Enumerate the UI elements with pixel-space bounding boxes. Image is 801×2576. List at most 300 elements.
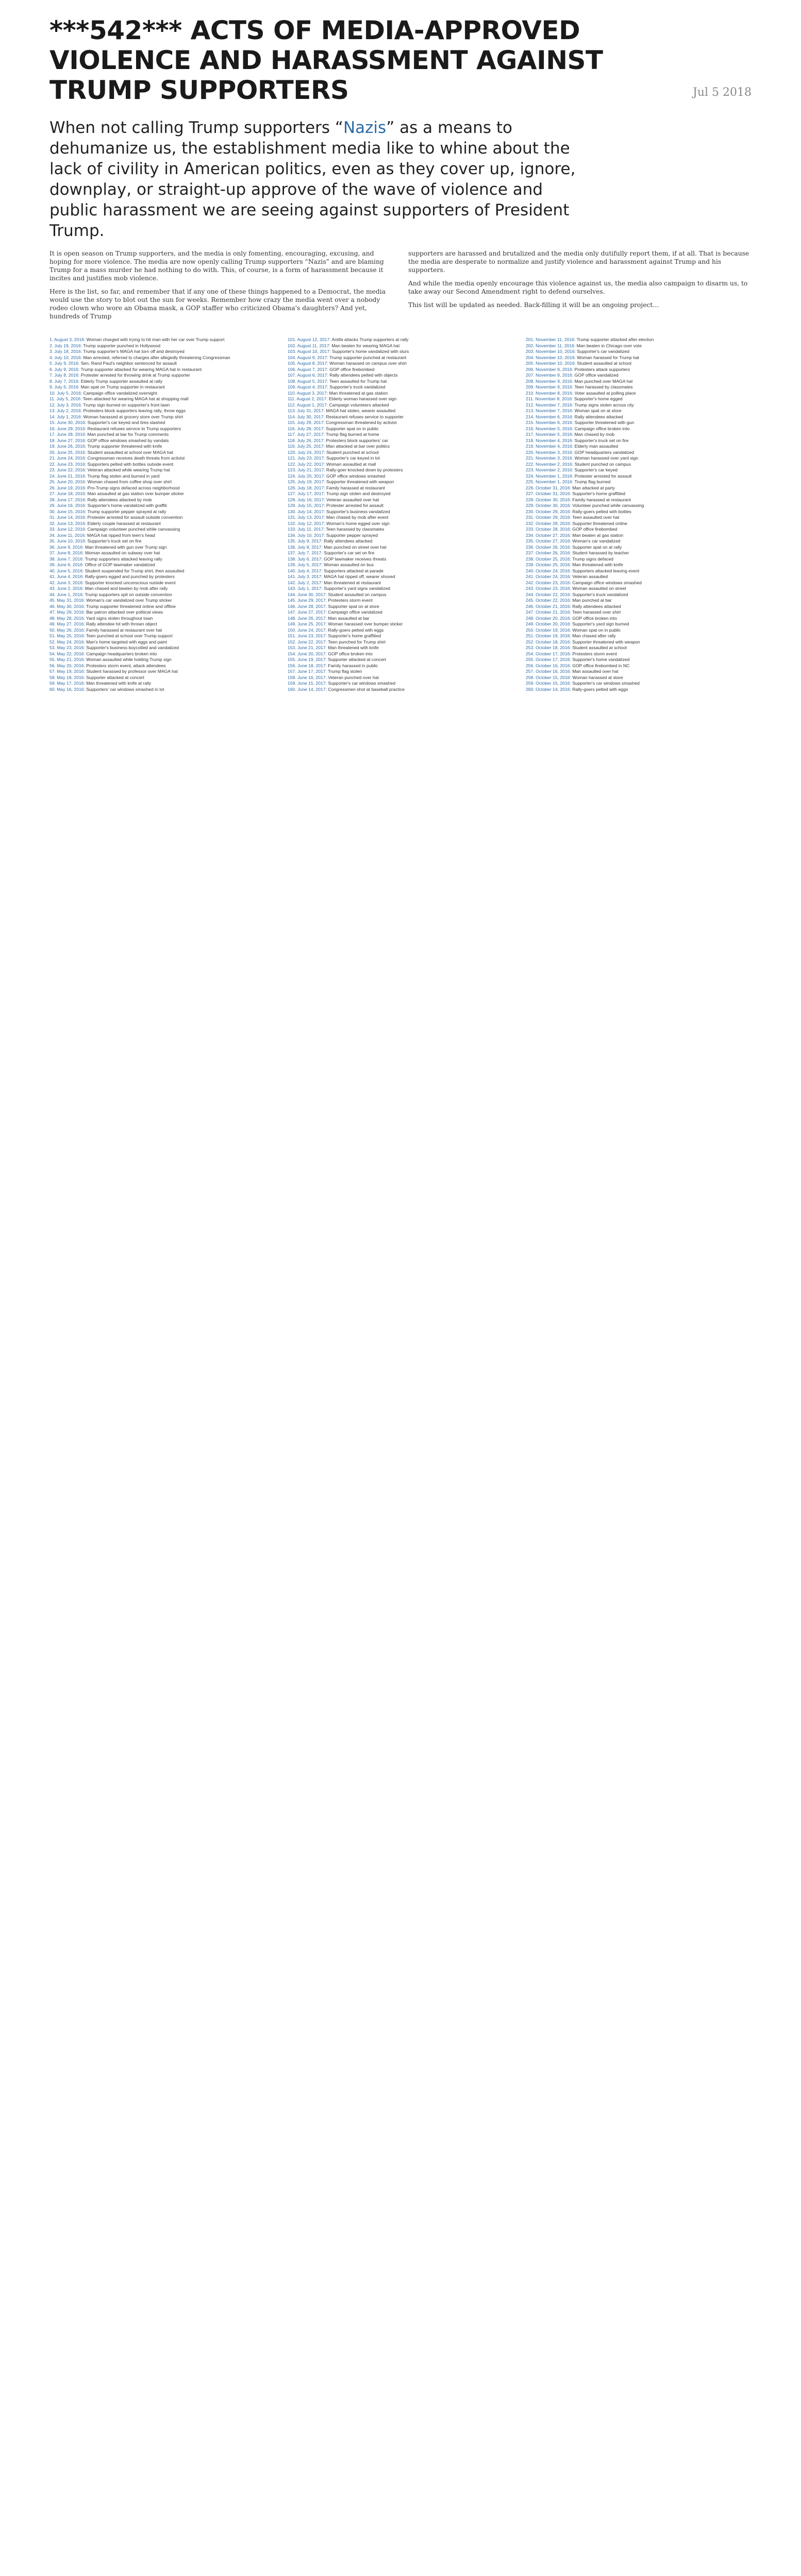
incident-date-link[interactable]: 252. October 18, 2016:	[526, 639, 573, 645]
list-item	[526, 621, 752, 628]
incident-date-link[interactable]: 124. July 20, 2017:	[288, 473, 327, 479]
list-item	[526, 645, 752, 651]
incident-date-link[interactable]: 152. June 22, 2017:	[288, 639, 328, 645]
incident-description: Man assaulted at bar	[328, 615, 370, 621]
incident-description: Supporter's yard sign burned	[572, 621, 629, 626]
list-item	[288, 639, 513, 646]
incident-date-link[interactable]: 216. November 5, 2016:	[526, 426, 575, 431]
incident-date-link[interactable]: 9. July 6, 2016:	[49, 384, 81, 389]
incident-column-1	[49, 337, 275, 692]
incident-date-link[interactable]: 47. May 29, 2016:	[49, 609, 87, 615]
incident-date-link[interactable]: 35. June 10, 2016:	[49, 538, 88, 544]
incident-description: Protester arrested for assault	[574, 473, 632, 479]
incident-date-link[interactable]: 156. June 18, 2017:	[288, 663, 328, 668]
incident-description: Man beaten for wearing MAGA hat	[331, 343, 400, 348]
incident-date-link[interactable]: 241. October 24, 2016:	[526, 574, 573, 579]
incident-date-link[interactable]: 204. November 10, 2016:	[526, 354, 577, 360]
incident-date-link[interactable]: 42. June 3, 2016:	[49, 580, 85, 585]
incident-description: Man chased by mob	[574, 432, 614, 437]
incident-date-link[interactable]: 111. August 2, 2017:	[288, 396, 329, 401]
incident-description: Woman assaulted at mall	[326, 461, 376, 467]
incident-date-link[interactable]: 17. June 28, 2016:	[49, 432, 88, 437]
incident-date-link[interactable]: 246. October 21, 2016:	[526, 603, 573, 609]
list-item	[288, 556, 513, 563]
list-item	[49, 455, 275, 462]
incident-description: Trump supporter punched in Hollywood	[83, 343, 160, 348]
incident-date-link[interactable]: 242. October 23, 2016:	[526, 580, 573, 585]
incident-description: Yard signs stolen throughout town	[86, 615, 153, 621]
list-item	[526, 384, 752, 391]
incident-date-link[interactable]: 57. May 19, 2016:	[49, 669, 87, 674]
incident-date-link[interactable]: 215. November 6, 2016:	[526, 420, 575, 425]
incident-description: Supporter's truck vandalized	[572, 591, 628, 597]
incident-date-link[interactable]: 31. June 14, 2016:	[49, 515, 88, 520]
incident-date-link[interactable]: 125. July 19, 2017:	[288, 479, 327, 484]
incident-date-link[interactable]: 109. August 4, 2017:	[288, 384, 330, 389]
incident-description: Man beaten at gas station	[572, 532, 624, 538]
incident-date-link[interactable]: 28. June 17, 2016:	[49, 497, 88, 502]
incident-date-link[interactable]: 115. July 29, 2017:	[288, 420, 326, 425]
incident-date-link[interactable]: 146. June 28, 2017:	[288, 603, 328, 609]
list-item	[288, 396, 513, 402]
list-item	[526, 438, 752, 444]
list-item	[526, 550, 752, 556]
incident-date-link[interactable]: 258. October 15, 2016:	[526, 674, 573, 680]
incident-description: Elderly couple harassed at restaurant	[87, 520, 161, 526]
incident-date-link[interactable]: 18. June 27, 2016:	[49, 437, 88, 443]
incident-date-link[interactable]: 103. August 10, 2017:	[288, 349, 332, 354]
incident-date-link[interactable]: 259. October 15, 2016:	[526, 681, 573, 686]
incident-description: Supporter's truck vandalized	[329, 384, 386, 389]
incident-date-link[interactable]: 13. July 2, 2016:	[49, 408, 84, 413]
list-item	[288, 432, 513, 438]
incident-date-link[interactable]: 130. July 14, 2017:	[288, 509, 327, 514]
incident-date-link[interactable]: 224. November 1, 2016:	[526, 473, 575, 479]
incident-date-link[interactable]: 232. October 28, 2016:	[526, 520, 573, 526]
incident-description: Restaurant refuses service to supporter	[326, 414, 404, 419]
list-item	[526, 527, 752, 533]
incident-date-link[interactable]: 210. November 8, 2016:	[526, 390, 575, 396]
incident-date-link[interactable]: 201. November 11, 2016:	[526, 337, 577, 342]
list-item	[288, 361, 513, 367]
nazis-link[interactable]: Nazis	[343, 118, 387, 137]
incident-date-link[interactable]: 219. November 4, 2016:	[526, 444, 575, 449]
incident-date-link[interactable]: 229. October 30, 2016:	[526, 503, 573, 508]
incident-date-link[interactable]: 121. July 23, 2017:	[288, 455, 327, 461]
incident-date-link[interactable]: 15. June 30, 2016:	[49, 420, 88, 425]
incident-date-link[interactable]: 59. May 17, 2016:	[49, 681, 87, 686]
incident-date-link[interactable]: 143. July 1, 2017:	[288, 586, 324, 591]
incident-date-link[interactable]: 119. July 25, 2017:	[288, 444, 326, 449]
incident-date-link[interactable]: 26. June 19, 2016:	[49, 485, 88, 490]
incident-date-link[interactable]: 23. June 22, 2016:	[49, 467, 88, 472]
incident-date-link[interactable]: 247. October 21, 2016:	[526, 609, 573, 615]
incident-description: Student assaulted on campus	[328, 591, 387, 597]
incident-date-link[interactable]: 248. October 20, 2016:	[526, 615, 573, 621]
incident-date-link[interactable]: 114. July 30, 2017:	[288, 414, 326, 419]
incident-date-link[interactable]: 55. May 21, 2016:	[49, 657, 87, 662]
list-item	[526, 432, 752, 438]
list-item	[49, 609, 275, 616]
incident-date-link[interactable]: 54. May 22, 2016:	[49, 651, 87, 656]
incident-date-link[interactable]: 150. June 24, 2017:	[288, 627, 328, 633]
incident-date-link[interactable]: 108. August 5, 2017:	[288, 378, 330, 384]
incident-date-link[interactable]: 2. July 19, 2016:	[49, 343, 84, 348]
incident-date-link[interactable]: 208. November 9, 2016:	[526, 378, 575, 384]
incident-date-link[interactable]: 257. October 16, 2016:	[526, 669, 573, 674]
incident-date-link[interactable]: 113. July 31, 2017:	[288, 408, 326, 413]
list-item	[526, 414, 752, 420]
incident-date-link[interactable]: 138. July 6, 2017:	[288, 556, 324, 562]
incident-description: Protester arrested for assault outside convention	[87, 515, 183, 520]
incident-date-link[interactable]: 240. October 24, 2016:	[526, 568, 573, 573]
incident-date-link[interactable]: 237. October 26, 2016:	[526, 550, 573, 555]
incident-date-link[interactable]: 205. November 10, 2016:	[526, 361, 577, 366]
incident-date-link[interactable]: 117. July 27, 2017:	[288, 432, 326, 437]
incident-date-link[interactable]: 33. June 12, 2016:	[49, 527, 88, 532]
list-item	[526, 355, 752, 361]
list-item	[288, 384, 513, 391]
incident-date-link[interactable]: 58. May 18, 2016:	[49, 674, 87, 680]
incident-date-link[interactable]: 145. June 29, 2017:	[288, 598, 328, 603]
incident-date-link[interactable]: 139. July 5, 2017:	[288, 562, 324, 567]
incident-date-link[interactable]: 105. August 8, 2017:	[288, 361, 330, 366]
list-item	[288, 438, 513, 444]
incident-date-link[interactable]: 22. June 23, 2016:	[49, 461, 88, 467]
list-item	[526, 473, 752, 480]
incident-date-link[interactable]: 238. October 25, 2016:	[526, 556, 573, 562]
intro-paragraph: Here is the list, so far, and remember that if any one of these things happened to a Democrat, the media would use the story to blot out the sun for weeks. Remember how crazy the media went over a nobody rodeo clown who wore an Obama mask, a GOP staffer who criticized Obama's daughters? And yet, hundreds of Trump	[49, 288, 386, 320]
list-item	[526, 657, 752, 663]
incident-date-link[interactable]: 225. November 1, 2016:	[526, 479, 575, 484]
incident-date-link[interactable]: 235. October 27, 2016:	[526, 538, 573, 544]
incident-description: Supporter's home vandalized with graffiti	[87, 503, 167, 508]
incident-date-link[interactable]: 14. July 1, 2016:	[49, 414, 84, 419]
incident-date-link[interactable]: 106. August 7, 2017:	[288, 366, 330, 372]
incident-date-link[interactable]: 122. July 22, 2017:	[288, 461, 327, 467]
incident-description: Supporter's home vandalized with slurs	[332, 349, 409, 354]
incident-description: Trump supporter threatened online and offline	[86, 603, 176, 609]
incident-date-link[interactable]: 202. November 11, 2016:	[526, 343, 577, 348]
incident-date-link[interactable]: 6. July 9, 2016:	[49, 366, 81, 372]
incident-description: Elderly woman harassed over sign	[328, 396, 397, 401]
incident-date-link[interactable]: 53. May 23, 2016:	[49, 645, 87, 650]
incident-date-link[interactable]: 24. June 21, 2016:	[49, 473, 88, 479]
incident-date-link[interactable]: 7. July 8, 2016:	[49, 372, 81, 378]
list-item	[49, 379, 275, 385]
list-item	[49, 426, 275, 432]
list-item	[49, 515, 275, 521]
incident-date-link[interactable]: 101. August 12, 2017:	[288, 337, 332, 342]
incident-date-link[interactable]: 48. May 28, 2016:	[49, 615, 87, 621]
list-item	[526, 592, 752, 598]
list-item	[288, 568, 513, 574]
list-item	[526, 545, 752, 551]
incident-description: Family harassed at restaurant over hat	[86, 627, 162, 633]
list-item	[49, 355, 275, 361]
incident-description: GOP office firebombed in NC	[572, 663, 630, 668]
incident-date-link[interactable]: 118. July 26, 2017:	[288, 437, 326, 443]
incident-date-link[interactable]: 45. May 31, 2016:	[49, 598, 87, 603]
incident-date-link[interactable]: 20. June 25, 2016:	[49, 449, 88, 455]
incident-date-link[interactable]: 30. June 15, 2016:	[49, 509, 88, 514]
incident-date-link[interactable]: 254. October 17, 2016:	[526, 651, 573, 656]
incident-description: MAGA hat ripped from teen's head	[87, 532, 155, 538]
incident-date-link[interactable]: 158. June 16, 2017:	[288, 674, 328, 680]
list-item	[288, 414, 513, 420]
incident-date-link[interactable]: 11. July 5, 2016:	[49, 396, 83, 401]
incident-date-link[interactable]: 12. July 3, 2016:	[49, 402, 84, 408]
incident-description: Man threatened with gun over Trump sign	[85, 544, 167, 550]
incident-description: Trump supporters spit on outside convention	[85, 591, 172, 597]
incident-date-link[interactable]: 29. June 16, 2016:	[49, 503, 88, 508]
incident-date-link[interactable]: 107. August 6, 2017:	[288, 372, 330, 378]
incident-date-link[interactable]: 153. June 21, 2017:	[288, 645, 328, 650]
incident-description: Supporter's car windows smashed	[328, 681, 395, 686]
incident-date-link[interactable]: 104. August 9, 2017:	[288, 354, 330, 360]
list-item	[526, 497, 752, 503]
list-item	[288, 562, 513, 568]
incident-date-link[interactable]: 209. November 9, 2016:	[526, 384, 575, 389]
incident-description: Supporter attacked at concert	[328, 657, 387, 662]
incident-date-link[interactable]: 222. November 2, 2016:	[526, 461, 575, 467]
incident-description: Woman harassed over yard sign	[574, 455, 639, 461]
incident-date-link[interactable]: 142. July 2, 2017:	[288, 580, 324, 585]
list-item	[526, 586, 752, 592]
incident-date-link[interactable]: 123. July 21, 2017:	[288, 467, 327, 472]
incident-date-link[interactable]: 227. October 31, 2016:	[526, 491, 573, 496]
list-item	[49, 444, 275, 450]
incident-date-link[interactable]: 4. July 10, 2016:	[49, 354, 84, 360]
incident-description: Supporter's home graffitied	[572, 491, 626, 496]
incident-date-link[interactable]: 32. June 13, 2016:	[49, 520, 88, 526]
incident-date-link[interactable]: 151. June 23, 2017:	[288, 633, 328, 638]
incident-description: Supporter's truck set on fire	[574, 437, 629, 443]
incident-description: Elderly man assaulted	[574, 444, 619, 449]
incident-description: Rally-goers pelted with bottles	[572, 509, 631, 514]
list-item	[288, 515, 513, 521]
incident-description: Man threatened with knife at rally	[86, 681, 152, 686]
incident-date-link[interactable]: 21. June 24, 2016:	[49, 455, 88, 461]
list-item	[288, 663, 513, 669]
list-item	[526, 396, 752, 402]
incident-date-link[interactable]: 38. June 7, 2016:	[49, 556, 85, 562]
incident-description: Man spat on Trump supporter in restaurant	[80, 384, 165, 389]
incident-date-link[interactable]: 154. June 20, 2017:	[288, 651, 328, 656]
incident-date-link[interactable]: 236. October 26, 2016:	[526, 544, 573, 550]
list-item	[526, 616, 752, 622]
incident-description: Student harassed by teacher	[572, 550, 629, 555]
list-item	[526, 669, 752, 675]
incident-description: Supporters pelted with bottles outside event	[87, 461, 174, 467]
list-item	[49, 396, 275, 402]
incident-date-link[interactable]: 214. November 6, 2016:	[526, 414, 575, 419]
incident-date-link[interactable]: 116. July 28, 2017:	[288, 426, 326, 431]
list-item	[288, 491, 513, 497]
incident-date-link[interactable]: 135. July 9, 2017:	[288, 538, 324, 544]
incident-date-link[interactable]: 148. June 26, 2017:	[288, 615, 328, 621]
incident-date-link[interactable]: 211. November 8, 2016:	[526, 396, 574, 401]
incident-date-link[interactable]: 102. August 11, 2017:	[288, 343, 332, 348]
incident-date-link[interactable]: 149. June 25, 2017:	[288, 621, 328, 626]
incident-date-link[interactable]: 250. October 19, 2016:	[526, 627, 573, 633]
list-item	[49, 604, 275, 610]
list-item	[526, 515, 752, 521]
incident-date-link[interactable]: 140. July 4, 2017:	[288, 568, 324, 573]
incident-date-link[interactable]: 228. October 30, 2016:	[526, 497, 573, 502]
incident-date-link[interactable]: 147. June 27, 2017:	[288, 609, 328, 615]
incident-description: Student suspended for Trump shirt, then assaulted	[85, 568, 185, 573]
incident-date-link[interactable]: 126. July 18, 2017:	[288, 485, 327, 490]
incident-description: Man threatened with knife	[572, 562, 623, 567]
incident-description: Supporter's car keyed and tires slashed	[87, 420, 165, 425]
incident-description: Congressmen shot at baseball practice	[328, 686, 405, 692]
incident-date-link[interactable]: 212. November 7, 2016:	[526, 402, 575, 408]
incident-date-link[interactable]: 137. July 7, 2017:	[288, 550, 324, 555]
intro-paragraph: This list will be updated as needed. Back-filling it will be an ongoing project…	[408, 301, 659, 309]
list-item	[49, 663, 275, 669]
incident-description: Trump signs defaced	[572, 556, 614, 562]
list-item	[526, 687, 752, 693]
incident-date-link[interactable]: 207. November 9, 2016:	[526, 372, 575, 378]
incident-date-link[interactable]: 25. June 20, 2016:	[49, 479, 88, 484]
list-item	[49, 450, 275, 456]
incident-date-link[interactable]: 133. July 11, 2017:	[288, 527, 326, 532]
incident-description: Trump supporter's MAGA hat torn off and destroyed	[83, 349, 185, 354]
incident-date-link[interactable]: 159. June 15, 2017:	[288, 681, 328, 686]
incident-date-link[interactable]: 244. October 22, 2016:	[526, 591, 573, 597]
page-title: ***542*** ACTS OF MEDIA-APPROVED VIOLENCE AND HARASSMENT AGAINST TRUMP SUPPORTERS	[49, 15, 603, 105]
incident-description: Rally attendees pelted with objects	[329, 372, 398, 378]
incident-date-link[interactable]: 34. June 11, 2016:	[49, 532, 87, 538]
incident-date-link[interactable]: 27. June 18, 2016:	[49, 491, 88, 496]
incident-date-link[interactable]: 221. November 3, 2016:	[526, 455, 575, 461]
incident-date-link[interactable]: 239. October 25, 2016:	[526, 562, 573, 567]
list-item	[526, 503, 752, 509]
incident-date-link[interactable]: 249. October 20, 2016:	[526, 621, 573, 626]
incident-date-link[interactable]: 245. October 22, 2016:	[526, 598, 573, 603]
incident-date-link[interactable]: 44. June 1, 2016:	[49, 591, 85, 597]
incident-date-link[interactable]: 253. October 18, 2016:	[526, 645, 573, 650]
list-item	[288, 355, 513, 361]
article	[49, 15, 752, 692]
list-item	[526, 372, 752, 379]
incident-date-link[interactable]: 220. November 3, 2016:	[526, 449, 575, 455]
list-item	[49, 598, 275, 604]
incident-date-link[interactable]: 231. October 29, 2016:	[526, 515, 573, 520]
incident-date-link[interactable]: 155. June 19, 2017:	[288, 657, 328, 662]
list-item	[49, 687, 275, 693]
incident-date-link[interactable]: 226. October 31, 2016:	[526, 485, 573, 490]
incident-description: Protester arrested for assault	[326, 503, 383, 508]
incident-date-link[interactable]: 127. July 17, 2017:	[288, 491, 326, 496]
incident-date-link[interactable]: 8. July 7, 2016:	[49, 378, 81, 384]
incident-date-link[interactable]: 52. May 24, 2016:	[49, 639, 87, 645]
incident-date-link[interactable]: 10. July 5, 2016:	[49, 390, 84, 396]
list-item	[526, 538, 752, 545]
incident-date-link[interactable]: 60. May 16, 2016:	[49, 686, 87, 692]
incident-date-link[interactable]: 51. May 25, 2016:	[49, 633, 87, 638]
incident-description: GOP office broken into	[572, 615, 617, 621]
incident-date-link[interactable]: 132. July 12, 2017:	[288, 520, 327, 526]
incident-date-link[interactable]: 50. May 26, 2016:	[49, 627, 87, 633]
incident-description: Congressman threatened by activist	[326, 420, 397, 425]
incident-description: Rally-goer knocked down by protesters	[326, 467, 403, 472]
incident-description: Man chased and beaten by mob after rally	[85, 586, 168, 591]
incident-description: Trump supporter threatened with knife	[87, 444, 162, 449]
incident-date-link[interactable]: 230. October 29, 2016:	[526, 509, 573, 514]
list-item	[288, 379, 513, 385]
incident-date-link[interactable]: 243. October 23, 2016:	[526, 586, 573, 591]
list-item	[288, 527, 513, 533]
incident-date-link[interactable]: 5. July 9, 2016:	[49, 361, 81, 366]
incident-description: Campaign volunteer punched while canvassing	[87, 527, 180, 532]
incident-date-link[interactable]: 41. June 4, 2016:	[49, 574, 85, 579]
incident-date-link[interactable]: 134. July 10, 2017:	[288, 532, 327, 538]
incident-description: Man punched at bar	[572, 598, 612, 603]
incident-date-link[interactable]: 217. November 5, 2016:	[526, 432, 575, 437]
incident-date-link[interactable]: 16. June 29, 2016:	[49, 426, 88, 431]
incident-date-link[interactable]: 3. July 18, 2016:	[49, 349, 84, 354]
incident-description: Trump flag burned	[574, 479, 611, 484]
incident-date-link[interactable]: 1. August 3, 2016:	[49, 337, 87, 342]
list-item	[288, 645, 513, 651]
incident-date-link[interactable]: 36. June 9, 2016:	[49, 544, 85, 550]
incident-date-link[interactable]: 233. October 28, 2016:	[526, 527, 573, 532]
incident-date-link[interactable]: 39. June 6, 2016:	[49, 562, 85, 567]
incident-date-link[interactable]: 157. June 17, 2017:	[288, 669, 328, 674]
incident-description: Woman's home egged over sign	[326, 520, 390, 526]
incident-date-link[interactable]: 260. October 14, 2016:	[526, 686, 573, 692]
incident-description: Supporter attacked at concert	[86, 674, 144, 680]
incident-date-link[interactable]: 256. October 16, 2016:	[526, 663, 573, 668]
incident-date-link[interactable]: 255. October 17, 2016:	[526, 657, 573, 662]
incident-description: Supporter threatened online	[572, 520, 627, 526]
incident-date-link[interactable]: 46. May 30, 2016:	[49, 603, 87, 609]
incident-date-link[interactable]: 213. November 7, 2016:	[526, 408, 575, 413]
incident-date-link[interactable]: 203. November 10, 2016:	[526, 349, 577, 354]
incident-description: Supporter threatened with weapon	[326, 479, 394, 484]
incident-date-link[interactable]: 49. May 27, 2016:	[49, 621, 87, 626]
incident-date-link[interactable]: 206. November 9, 2016:	[526, 366, 575, 372]
incident-date-link[interactable]: 223. November 2, 2016:	[526, 467, 575, 472]
incident-description: Man beaten in Chicago over vote	[576, 343, 642, 348]
incident-date-link[interactable]: 136. July 8, 2017:	[288, 544, 324, 550]
incident-date-link[interactable]: 129. July 15, 2017:	[288, 503, 327, 508]
incident-description: Woman assaulted on subway over hat	[85, 550, 160, 555]
incident-date-link[interactable]: 120. July 24, 2017:	[288, 449, 327, 455]
list-item	[288, 485, 513, 492]
incident-date-link[interactable]: 160. June 14, 2017:	[288, 686, 328, 692]
incident-date-link[interactable]: 144. June 30, 2017:	[288, 591, 328, 597]
incident-date-link[interactable]: 56. May 20, 2016:	[49, 663, 87, 668]
incident-date-link[interactable]: 234. October 27, 2016:	[526, 532, 573, 538]
incident-date-link[interactable]: 128. July 16, 2017:	[288, 497, 327, 502]
incident-date-link[interactable]: 19. June 26, 2016:	[49, 444, 88, 449]
incident-date-link[interactable]: 131. July 13, 2017:	[288, 515, 327, 520]
incident-description: Trump supporters attacked leaving rally	[85, 556, 162, 562]
incident-date-link[interactable]: 110. August 3, 2017:	[288, 390, 329, 396]
incident-date-link[interactable]: 37. June 8, 2016:	[49, 550, 85, 555]
incident-description: Supporter threatened with gun	[574, 420, 635, 425]
incident-date-link[interactable]: 40. June 5, 2016:	[49, 568, 85, 573]
list-item	[49, 391, 275, 397]
incident-date-link[interactable]: 251. October 19, 2016:	[526, 633, 573, 638]
incident-date-link[interactable]: 218. November 4, 2016:	[526, 437, 575, 443]
incident-date-link[interactable]: 43. June 2, 2016:	[49, 586, 85, 591]
incident-date-link[interactable]: 141. July 3, 2017:	[288, 574, 324, 579]
incident-date-link[interactable]: 112. August 1, 2017:	[288, 402, 329, 408]
